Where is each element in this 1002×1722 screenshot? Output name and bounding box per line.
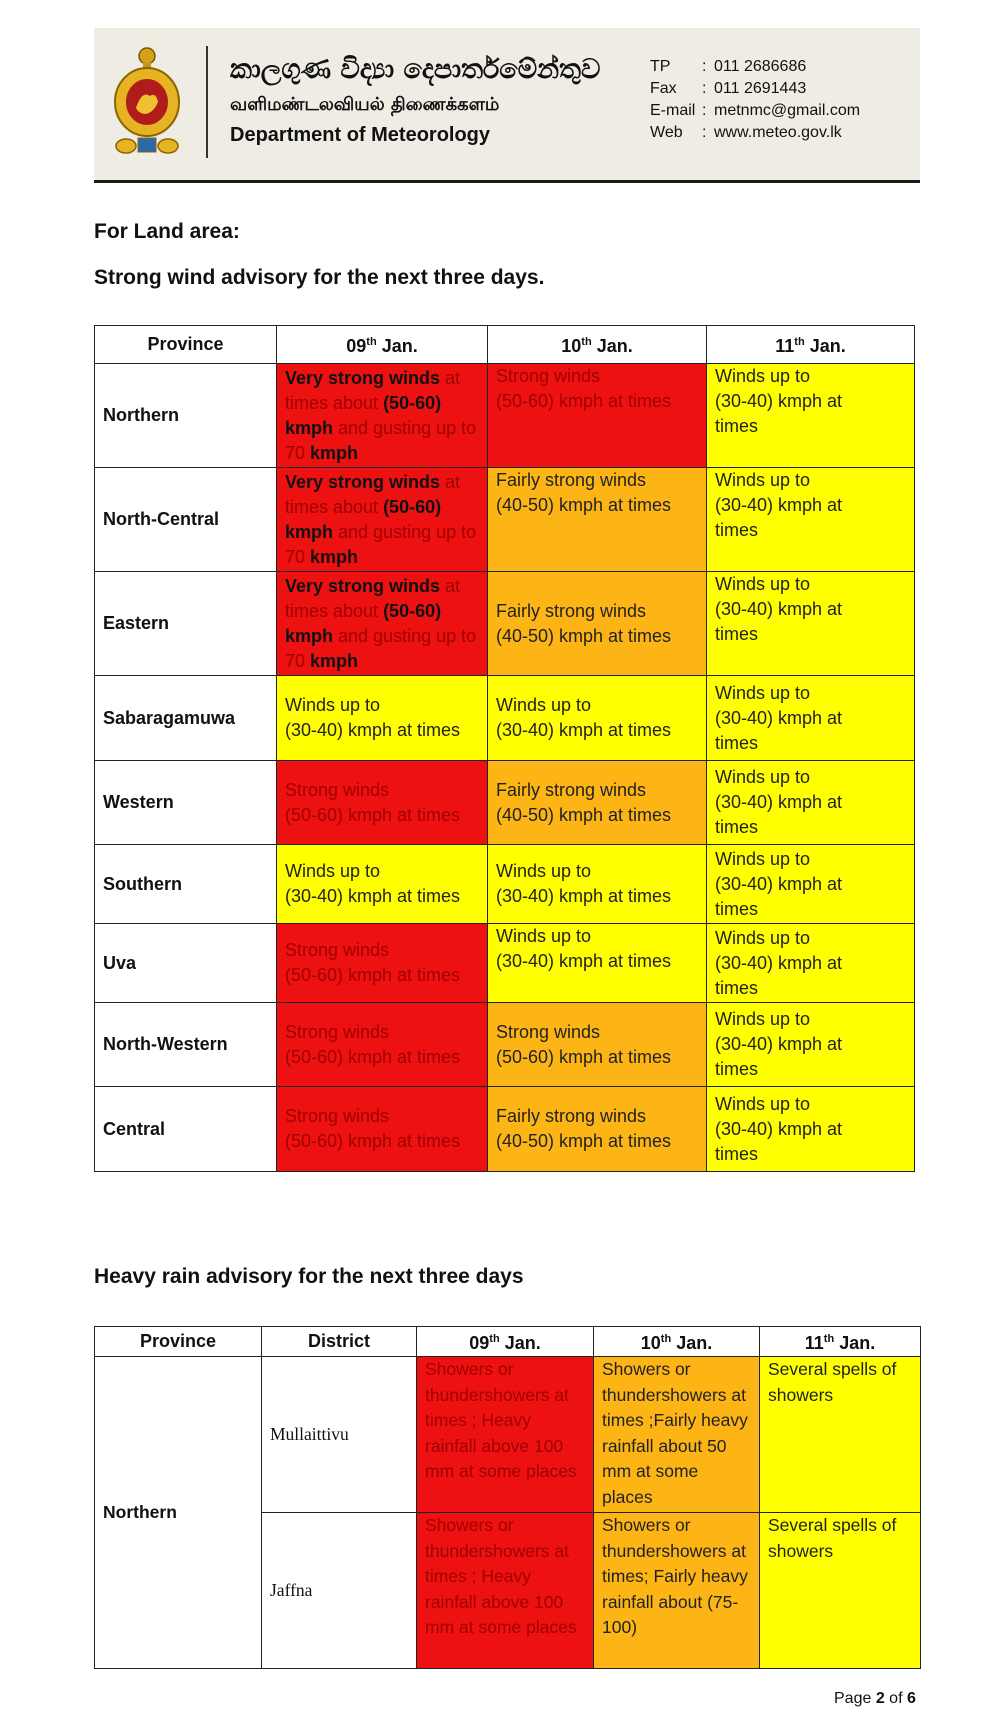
wind-col-09: 09th Jan. bbox=[277, 326, 488, 364]
advisory-cell: Several spells of showers bbox=[760, 1513, 921, 1669]
advisory-cell: Winds up to (30-40) kmph at times bbox=[707, 845, 915, 924]
table-row bbox=[95, 468, 915, 572]
advisory-cell: Winds up to (30-40) kmph at times bbox=[707, 924, 915, 1003]
wind-col-10: 10th Jan. bbox=[488, 326, 707, 364]
province-cell: Central bbox=[95, 1087, 277, 1172]
province-cell: Western bbox=[95, 761, 277, 845]
advisory-cell: Very strong winds at times about (50-60) kmph and gusting up to 70 kmph bbox=[277, 468, 488, 572]
table-row bbox=[95, 1087, 915, 1172]
table-row bbox=[95, 761, 915, 845]
rain-advisory-table bbox=[94, 1326, 921, 1669]
province-cell: North-Central bbox=[95, 468, 277, 572]
advisory-cell: Winds up to (30-40) kmph at times bbox=[277, 845, 488, 924]
table-row bbox=[95, 1003, 915, 1087]
advisory-cell: Showers or thundershowers at times ;Fairly heavy rainfall about 50 mm at some places bbox=[594, 1357, 760, 1513]
advisory-cell: Winds up to (30-40) kmph at times bbox=[488, 924, 707, 1003]
advisory-cell: Winds up to (30-40) kmph at times bbox=[277, 676, 488, 761]
advisory-cell: Winds up to (30-40) kmph at times bbox=[707, 761, 915, 845]
contact-email[interactable]: E-mail : metnmc@gmail.com bbox=[650, 102, 861, 119]
district-cell: Mullaittivu bbox=[262, 1357, 417, 1513]
header-divider bbox=[206, 46, 208, 158]
advisory-cell: Showers or thundershowers at times; Fairly heavy rainfall about (75- 100) bbox=[594, 1513, 760, 1669]
sri-lanka-emblem-icon bbox=[112, 46, 182, 156]
advisory-cell: Winds up to (30-40) kmph at times bbox=[488, 676, 707, 761]
advisory-cell: Fairly strong winds (40-50) kmph at times bbox=[488, 572, 707, 676]
advisory-cell: Strong winds (50-60) kmph at times bbox=[277, 761, 488, 845]
wind-advisory-table bbox=[94, 325, 915, 1172]
advisory-cell: Winds up to (30-40) kmph at times bbox=[707, 572, 915, 676]
district-cell: Jaffna bbox=[262, 1513, 417, 1669]
contact-web[interactable]: Web : www.meteo.gov.lk bbox=[650, 124, 842, 141]
advisory-cell: Fairly strong winds (40-50) kmph at times bbox=[488, 1087, 707, 1172]
advisory-cell: Very strong winds at times about (50-60) kmph and gusting up to 70 kmph bbox=[277, 572, 488, 676]
rain-header-row bbox=[95, 1327, 921, 1357]
contact-tp: TP : 011 2686686 bbox=[650, 58, 807, 75]
advisory-cell: Strong winds (50-60) kmph at times bbox=[488, 364, 707, 468]
advisory-cell: Strong winds (50-60) kmph at times bbox=[277, 1003, 488, 1087]
advisory-cell: Winds up to (30-40) kmph at times bbox=[707, 468, 915, 572]
wind-advisory-heading: Strong wind advisory for the next three days. bbox=[94, 266, 545, 289]
wind-header-row bbox=[95, 326, 915, 364]
advisory-cell: Fairly strong winds (40-50) kmph at times bbox=[488, 468, 707, 572]
wind-col-11: 11th Jan. bbox=[707, 326, 915, 364]
table-row bbox=[95, 676, 915, 761]
province-cell: Uva bbox=[95, 924, 277, 1003]
advisory-cell: Winds up to (30-40) kmph at times bbox=[707, 1087, 915, 1172]
advisory-cell: Winds up to (30-40) kmph at times bbox=[488, 845, 707, 924]
advisory-cell: Winds up to (30-40) kmph at times bbox=[707, 676, 915, 761]
advisory-cell: Strong winds (50-60) kmph at times bbox=[488, 1003, 707, 1087]
province-cell: Southern bbox=[95, 845, 277, 924]
wind-col-province: Province bbox=[95, 326, 277, 364]
advisory-cell: Strong winds (50-60) kmph at times bbox=[277, 924, 488, 1003]
contact-fax: Fax : 011 2691443 bbox=[650, 80, 807, 97]
province-cell: Northern bbox=[95, 1357, 262, 1669]
province-cell: North-Western bbox=[95, 1003, 277, 1087]
province-cell: Sabaragamuwa bbox=[95, 676, 277, 761]
advisory-cell: Fairly strong winds (40-50) kmph at times bbox=[488, 761, 707, 845]
table-row bbox=[95, 1357, 921, 1513]
advisory-cell: Very strong winds at times about (50-60) kmph and gusting up to 70 kmph bbox=[277, 364, 488, 468]
table-row bbox=[95, 572, 915, 676]
org-name-sinhala: කාලගුණ විද්‍යා දෙපාර්තමේන්තුව bbox=[230, 54, 601, 85]
contact-block bbox=[650, 56, 860, 144]
rain-col-09: 09th Jan. bbox=[417, 1327, 594, 1357]
rain-col-10: 10th Jan. bbox=[594, 1327, 760, 1357]
province-cell: Eastern bbox=[95, 572, 277, 676]
org-name-tamil: வளிமண்டலவியல் திணைக்களம் bbox=[230, 94, 500, 115]
page-number: Page 2 of 6 bbox=[834, 1690, 916, 1707]
rain-col-11: 11th Jan. bbox=[760, 1327, 921, 1357]
table-row bbox=[95, 845, 915, 924]
province-cell: Northern bbox=[95, 364, 277, 468]
rain-col-district: District bbox=[262, 1327, 417, 1357]
advisory-cell: Showers or thundershowers at times ; Heavy rainfall above 100 mm at some places bbox=[417, 1513, 594, 1669]
advisory-cell: Showers or thundershowers at times ; Heavy rainfall above 100 mm at some places bbox=[417, 1357, 594, 1513]
advisory-cell: Winds up to (30-40) kmph at times bbox=[707, 364, 915, 468]
rain-advisory-heading: Heavy rain advisory for the next three days bbox=[94, 1265, 524, 1288]
advisory-cell: Several spells of showers bbox=[760, 1357, 921, 1513]
letterhead bbox=[94, 28, 920, 183]
table-row bbox=[95, 364, 915, 468]
rain-col-province: Province bbox=[95, 1327, 262, 1357]
org-name-english: Department of Meteorology bbox=[230, 124, 491, 146]
table-row bbox=[95, 924, 915, 1003]
land-area-heading: For Land area: bbox=[94, 220, 240, 243]
advisory-cell: Strong winds (50-60) kmph at times bbox=[277, 1087, 488, 1172]
advisory-cell: Winds up to (30-40) kmph at times bbox=[707, 1003, 915, 1087]
